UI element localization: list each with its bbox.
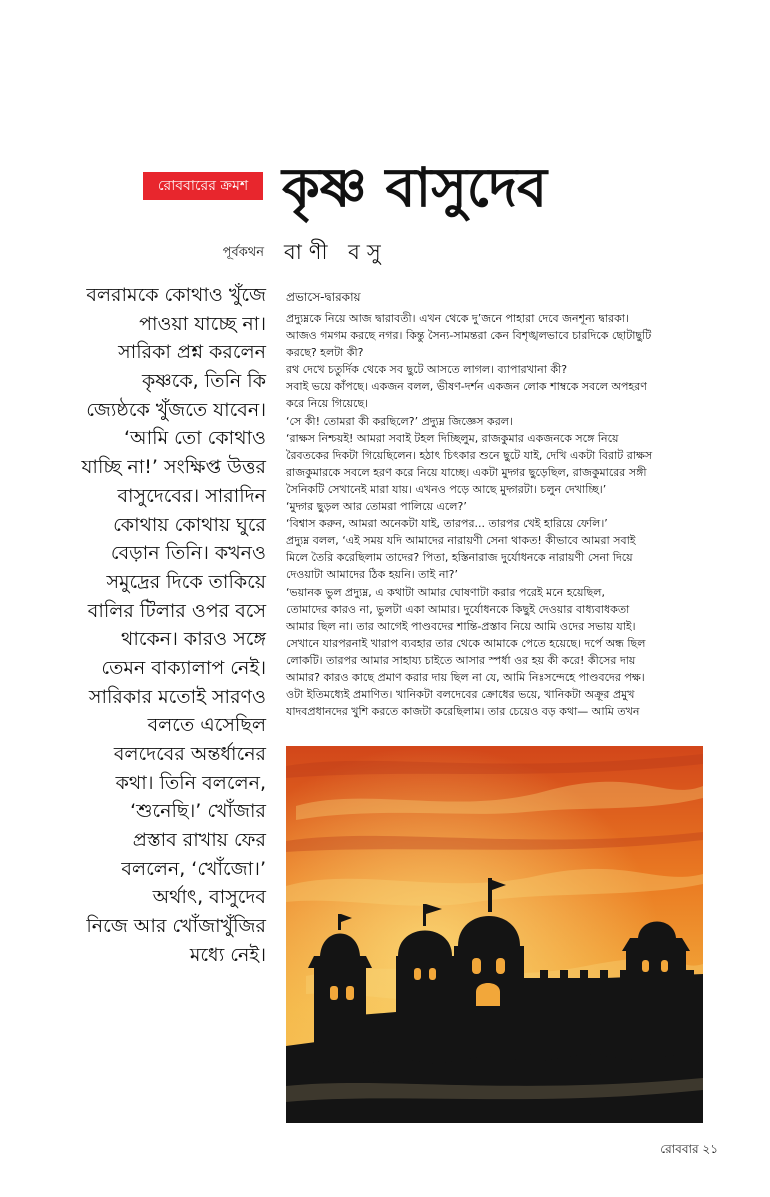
body-line: তোমাদের কারও না, ভুলটা একা আমার। দুর্যোধনকে কিছুই দেওয়ার বাধ্যবাধকতা <box>286 602 630 616</box>
summary-line: কথা। তিনি বললেন, <box>115 771 266 794</box>
author-byline: বাণী বসু <box>284 240 388 264</box>
body-line: প্রদ্যুম্নকে নিয়ে আজ দ্বারাবতী। এখন থেকে দু’জনে পাহারা দেবে জনশূন্য দ্বারকা। <box>286 312 629 325</box>
body-line: ‘বিশ্বাস করুন, আমরা অনেকটা যাই, তারপর... তারপর খেই হারিয়ে ফেলি।’ <box>286 517 608 531</box>
body-line: সৈনিকটি সেখানেই মারা যায়। এখনও পড়ে আছে মুদ্গরটা। চলুন দেখাচ্ছি।’ <box>286 482 607 496</box>
summary-line: প্রস্তাব রাখায় ফের <box>132 829 266 852</box>
city-silhouette-painting <box>286 746 703 1123</box>
body-line: ‘ভয়ানক ভুল প্রদ্যুম্ন, এ কথাটা আমার ঘোষণাটা করার পরেই মনে হয়েছিল, <box>286 585 605 599</box>
summary-line: পাওয়া যাচ্ছে না। <box>139 312 266 335</box>
summary-line: বললেন, ‘খোঁজো।’ <box>121 857 266 880</box>
summary-line: বাসুদেবের। সারাদিন <box>117 484 266 507</box>
body-line: ‘মুদ্গর ছুড়ল আর তোমরা পালিয়ে এলে?’ <box>286 500 467 514</box>
body-line: ওটা ইতিমধ্যেই প্রমাণিত। খানিকটা বলদেবের ক্রোধের ভয়ে, খানিকটা অক্রূর প্রমুখ <box>286 688 635 702</box>
body-line: প্রদ্যুম্ন বলল, ‘এই সময় যদি আমাদের নারায়ণী সেনা থাকত! কীভাবে আমরা সবাই <box>286 534 636 548</box>
summary-line: যাচ্ছি না!’ সংক্ষিপ্ত উত্তর <box>81 456 266 479</box>
body-line: আজও গমগম করছে নগর। কিন্তু সৈন্য-সামন্তরা কেন বিশৃঙ্খলভাবে চারদিকে ছোটাছুটি <box>286 329 652 343</box>
body-line: সবাই ভয়ে কাঁপছে। একজন বলল, ভীষণ-দর্শন একজন লোক শাম্বকে সবলে অপহরণ <box>286 380 647 394</box>
previous-summary-label: পূর্বকথন <box>222 245 264 260</box>
summary-line: জ্যেষ্ঠকে খুঁজতে যাবেন। <box>86 398 266 421</box>
illustration <box>286 746 703 1123</box>
body-line: করে নিয়ে গিয়েছে। <box>286 397 369 411</box>
summary-line: ‘শুনেছি।’ খোঁজার <box>130 800 266 823</box>
summary-line: বলতে এসেছিল <box>147 714 266 737</box>
summary-line: নিজে আর খোঁজাখুঁজির <box>86 915 266 938</box>
summary-line: সারিকার মতোই সারণও <box>88 685 266 708</box>
body-line: আমার ছিল না। তার আগেই পাণ্ডবদের শান্তি-প্রস্তাব নিয়ে আমি ওদের সভায় যাই। <box>286 619 636 633</box>
page-folio: রোববার ২১ <box>660 1142 718 1156</box>
body-line: ‘রাক্ষস নিশ্চয়ই! আমরা সবাই টহল দিচ্ছিলুম, রাজকুমার একজনকে সঙ্গে নিয়ে <box>286 431 619 445</box>
summary-line: বালির টিলার ওপর বসে <box>87 599 266 622</box>
body-line: ‘সে কী! তোমরা কী করছিলে?’ প্রদ্যুম্ন জিজ্ঞেস করল। <box>286 414 513 428</box>
body-line: আমার? কারও কাছে প্রমাণ করার দায় ছিল না যে, আমি নিঃসন্দেহে পাণ্ডবদের পক্ষ। <box>286 670 645 684</box>
summary-line: সমুদ্রের দিকে তাকিয়ে <box>106 570 266 593</box>
body-line: লোকটি। তারপর আমার সাহায্য চাইতে আসার স্পর্ধা ওর হয় কী করে! কীসের দায় <box>286 653 636 667</box>
body-line: যাদবপ্রধানদের খুশি করতে কাজটা করেছিলাম। তার চেয়েও বড় কথা— আমি তখন <box>286 705 640 719</box>
series-badge: রোববারের ক্রমশ <box>143 172 263 200</box>
article-title: কৃষ্ণ বাসুদেব <box>282 156 547 219</box>
summary-line: বেড়ান তিনি। কখনও <box>110 542 266 565</box>
summary-line: বলরামকে কোথাও খুঁজে <box>86 284 266 306</box>
body-line: রথ দেখে চতুর্দিক থেকে সব ছুটে আসতে লাগল। ব্যাপারখানা কী? <box>286 363 568 377</box>
summary-line: তেমন বাক্যালাপ নেই। <box>101 656 266 679</box>
body-line: সেখানে যারপরনাই খারাপ ব্যবহার তার থেকে আমাকে পেতে হয়েছে। দর্পে অন্ধ ছিল <box>286 636 646 650</box>
body-line: রৈবতকের দিকটা গিয়েছিলেন। হঠাৎ চিৎকার শুনে ছুটে যাই, দেখি একটা বিরাট রাক্ষস <box>286 448 653 462</box>
summary-line: অর্থাৎ, বাসুদেব <box>152 886 266 909</box>
article-body <box>286 310 706 720</box>
summary-line: কোথায় কোথায় ঘুরে <box>113 513 266 536</box>
body-line: মিলে তৈরি করেছিলাম তাদের? পিতা, হস্তিনারাজ দুর্যোধনকে নারায়ণী সেনা দিয়ে <box>286 551 633 565</box>
body-line: দেওয়াটা আমাদের ঠিক হয়নি। তাই না?’ <box>286 568 458 582</box>
body-line: করছে? হলটা কী? <box>286 346 364 360</box>
summary-line: সারিকা প্রশ্ন করলেন <box>118 341 266 364</box>
summary-line: বলদেবের অন্তর্ধানের <box>113 743 266 765</box>
summary-line: থাকেন। কারও সঙ্গে <box>121 628 266 651</box>
body-line: রাজকুমারকে সবলে হরণ করে নিয়ে যাচ্ছে। একটা মুদ্গর ছুড়েছিল, রাজকুমারের সঙ্গী <box>286 465 647 479</box>
section-heading: প্রভাসে-দ্বারকায় <box>286 290 361 304</box>
summary-line: মধ্যে নেই। <box>189 943 266 966</box>
summary-line: কৃষ্ণকে, তিনি কি <box>141 370 266 393</box>
summary-line: ‘আমি তো কোথাও <box>123 427 266 450</box>
previous-summary-text <box>46 281 266 970</box>
